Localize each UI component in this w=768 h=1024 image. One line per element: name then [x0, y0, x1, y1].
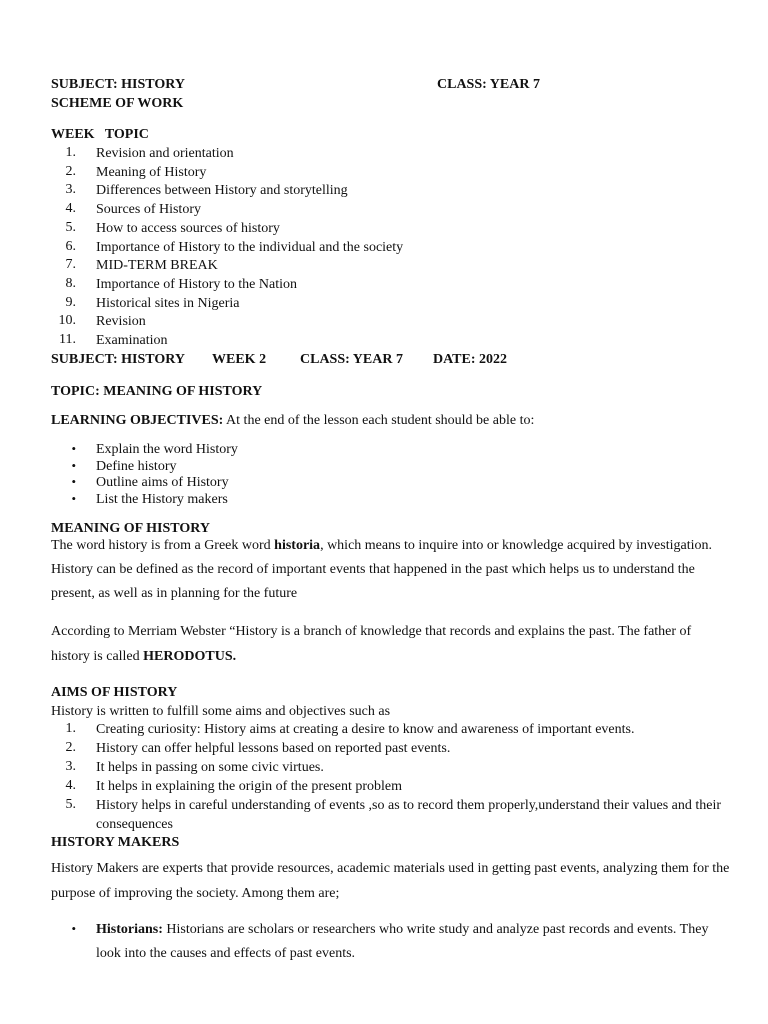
list-item: 9. Historical sites in Nigeria [65, 294, 240, 311]
scheme-heading: SCHEME OF WORK [51, 96, 184, 111]
subject-heading: SUBJECT: HISTORY [51, 77, 185, 92]
list-item: 4. It helps in explaining the origin of the present problem [65, 778, 402, 794]
herodotus-term: HERODOTUS. [143, 649, 237, 664]
meaning-heading: MEANING OF HISTORY [51, 521, 210, 536]
list-item: • Outline aims of History [51, 474, 751, 493]
list-item: • Explain the word History [51, 441, 751, 460]
list-item: 1. Revision and orientation [65, 145, 234, 161]
makers-heading: HISTORY MAKERS [51, 835, 180, 850]
list-item: 11. Examination [59, 332, 168, 348]
list-item: 10. Revision [58, 313, 146, 330]
makers-paragraph-line: purpose of improving the society. Among them are; [51, 886, 340, 901]
list-item: 5. How to access sources of history [65, 219, 280, 236]
list-item: • List the History makers [51, 491, 751, 510]
objectives-line [51, 412, 534, 430]
list-item: 7. MID-TERM BREAK [65, 257, 218, 274]
makers-paragraph-line: History Makers are experts that provide resources, academic materials used in getting past events, analyzing them for the [51, 861, 730, 876]
meaning-paragraph-line: present, as well as in planning for the future [51, 586, 298, 601]
list-item: 1. Creating curiosity: History aims at creating a desire to know and awareness of important events. [65, 721, 635, 737]
list-item: 6. Importance of History to the individual and the society [65, 238, 404, 255]
bullet-icon: • [71, 921, 76, 936]
bullet-icon: • [71, 457, 76, 473]
list-item: • Define history [51, 458, 751, 477]
list-item: 3. Differences between History and storytelling [65, 182, 348, 199]
list-item-continuation: consequences [96, 817, 173, 832]
list-item: • Historians: Historians are scholars or researchers who write study and analyze past records and events. They [51, 921, 751, 940]
list-item: 8. Importance of History to the Nation [65, 275, 298, 292]
objectives-label: LEARNING OBJECTIVES: [51, 413, 224, 428]
lesson-class: CLASS: YEAR 7 [300, 352, 403, 367]
lesson-date: DATE: 2022 [433, 352, 508, 367]
lesson-week: WEEK 2 [212, 352, 267, 367]
list-item: 3. It helps in passing on some civic virtues. [65, 759, 324, 775]
list-item: 2. History can offer helpful lessons based on reported past events. [65, 740, 451, 756]
objectives-intro: At the end of the lesson each student should be able to: [223, 413, 535, 428]
aims-intro: History is written to fulfill some aims and objectives such as [51, 704, 391, 719]
list-item: 4. Sources of History [65, 201, 201, 218]
list-item: 2. Meaning of History [65, 163, 207, 180]
historia-term: historia [274, 538, 321, 553]
list-item: 5. History helps in careful understanding of events ,so as to record them properly,understand their values and their [65, 797, 722, 813]
webster-paragraph-line: history is called HERODOTUS. [51, 649, 237, 664]
lesson-subject: SUBJECT: HISTORY [51, 352, 185, 367]
historians-label: Historians: [96, 922, 163, 937]
week-topic-heading: WEEK TOPIC [51, 127, 149, 142]
topic-heading: TOPIC: MEANING OF HISTORY [51, 384, 263, 399]
class-heading: CLASS: YEAR 7 [437, 77, 540, 92]
meaning-paragraph-line: The word history is from a Greek word historia, which means to inquire into or knowledge acquired by investigation. [51, 538, 712, 553]
webster-paragraph-line: According to Merriam Webster “History is a branch of knowledge that records and explains the past. The father of [51, 624, 692, 639]
meaning-paragraph-line: History can be defined as the record of important events that happened in the past which helps us to understand the [51, 562, 695, 577]
bullet-icon: • [71, 441, 76, 456]
aims-heading: AIMS OF HISTORY [51, 685, 178, 700]
bullet-icon: • [71, 474, 76, 490]
bullet-icon: • [71, 491, 76, 507]
list-item-continuation: look into the causes and effects of past events. [96, 946, 356, 961]
